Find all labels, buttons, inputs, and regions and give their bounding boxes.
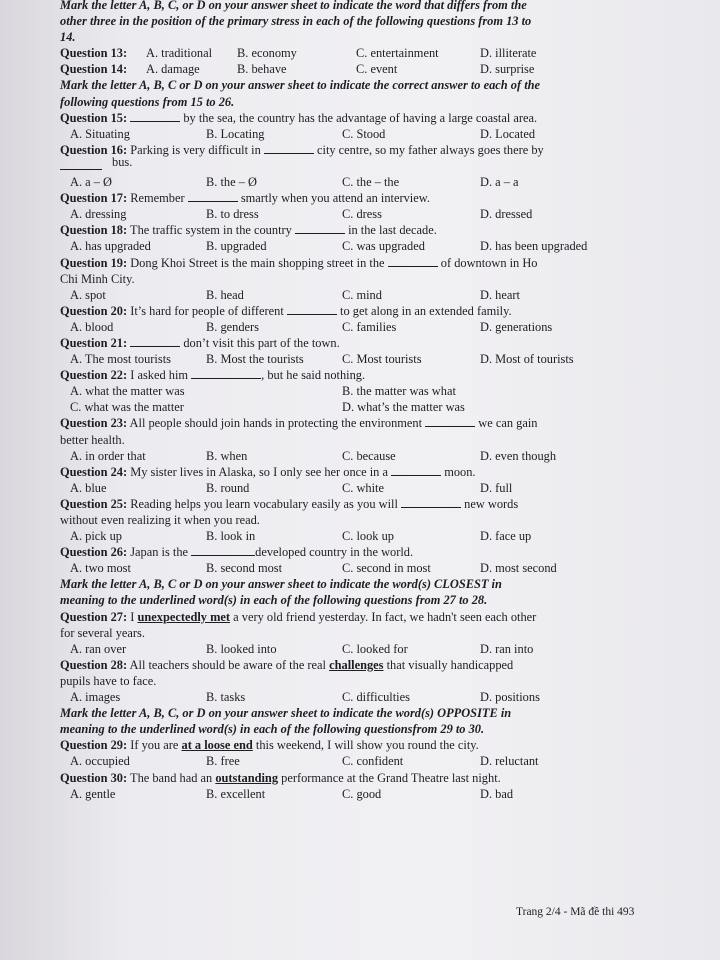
instruction-correct-line1: Mark the letter A, B, C or D on your answer sheet to indicate the correct answer to each of the (60, 78, 541, 93)
question-stem-pre: Parking is very difficult in (130, 142, 261, 157)
option-c: C. was upgraded (342, 239, 425, 254)
option-a: A. occupied (70, 754, 130, 769)
question-stem-post: we can gain (478, 416, 538, 431)
question-16-stem (60, 142, 660, 158)
question-22-options-ab (60, 383, 660, 399)
question-label: Question 15: (60, 110, 128, 125)
option-a: A. traditional (146, 46, 213, 61)
option-a: A. in order that (70, 448, 146, 463)
option-c: C. second in most (342, 561, 431, 576)
answer-blank (130, 110, 180, 122)
option-b: B. to dress (206, 207, 259, 222)
question-stem-post: that visually handicapped (386, 657, 514, 672)
instruction-opposite-line2: meaning to the underlined word(s) in each of the following questionsfrom 29 to 30. (60, 722, 485, 737)
option-d: D. dressed (480, 207, 533, 222)
question-28-options (60, 689, 660, 705)
answer-blank (391, 464, 441, 476)
question-21-options (60, 351, 660, 367)
option-a: A. damage (146, 62, 200, 77)
question-label: Question 14: (60, 62, 128, 77)
option-d: D. a – a (480, 175, 519, 190)
option-c: C. looked for (342, 641, 408, 656)
option-a: A. blood (70, 319, 114, 334)
question-19-options (60, 287, 660, 303)
question-label: Question 28: (60, 657, 128, 672)
option-d: D. positions (480, 690, 540, 705)
question-label: Question 21: (60, 335, 128, 350)
answer-blank (264, 142, 314, 154)
option-c: C. mind (342, 287, 382, 302)
question-28-stem (60, 657, 660, 673)
option-b: B. round (206, 480, 250, 495)
option-d: D. heart (480, 287, 520, 302)
option-c: C. because (342, 448, 396, 463)
question-19-stem (60, 255, 660, 271)
option-c: C. what was the matter (70, 400, 184, 415)
option-d: D. has been upgraded (480, 239, 588, 254)
question-label: Question 30: (60, 770, 128, 785)
question-stem-pre: Dong Khoi Street is the main shopping street in the (130, 255, 385, 270)
option-c: C. good (342, 786, 382, 801)
question-stem-post: , but he said nothing. (261, 368, 366, 383)
question-stem-pre: My sister lives in Alaska, so I only see her once in a (130, 464, 388, 479)
option-a: A. Situating (70, 126, 130, 141)
option-c: C. white (342, 480, 384, 495)
question-label: Question 23: (60, 416, 128, 431)
question-24-options (60, 480, 660, 496)
question-label: Question 29: (60, 738, 128, 753)
question-22-options-cd (60, 399, 660, 415)
option-b: B. free (206, 754, 240, 769)
question-15-options (60, 126, 660, 142)
question-22-stem (60, 367, 660, 383)
question-26-options (60, 560, 660, 576)
question-label: Question 19: (60, 255, 128, 270)
question-stem-post: this weekend, I will show you round the city. (255, 738, 479, 753)
question-17-options (60, 206, 660, 222)
option-a: A. what the matter was (70, 384, 185, 399)
question-label: Question 17: (60, 191, 128, 206)
option-d: D. illiterate (480, 46, 537, 61)
underlined-phrase: outstanding (215, 770, 279, 785)
question-stem: by the sea, the country has the advantage of having a large coastal area. (183, 110, 538, 125)
question-stem-post: moon. (444, 464, 476, 479)
question-label: Question 13: (60, 46, 128, 61)
question-20-stem (60, 303, 660, 319)
question-29-options (60, 753, 660, 769)
option-b: B. excellent (206, 786, 266, 801)
instruction-stress-line1: Mark the letter A, B, C, or D on your answer sheet to indicate the word that differs from the (60, 0, 527, 12)
question-27-stem (60, 609, 660, 625)
question-28-stem-end: pupils have to face. (60, 673, 157, 688)
question-20-options (60, 319, 660, 335)
option-d: D. even though (480, 448, 557, 463)
answer-blank (287, 303, 337, 315)
option-b: B. second most (206, 561, 283, 576)
option-d: D. full (480, 480, 513, 495)
question-label: Question 20: (60, 303, 128, 318)
question-23-stem-end: better health. (60, 432, 125, 447)
question-16-stem-end (60, 154, 660, 174)
option-b: B. when (206, 448, 248, 463)
question-16-options (60, 174, 660, 190)
question-label: Question 27: (60, 609, 128, 624)
question-stem-pre: I (130, 609, 135, 624)
question-30-options (60, 786, 660, 802)
instruction-opposite-line1: Mark the letter A, B, C, or D on your answer sheet to indicate the word(s) OPPOSITE in (60, 706, 512, 721)
answer-blank (188, 190, 238, 202)
question-19-stem-end: Chi Minh City. (60, 271, 135, 286)
option-d: D. reluctant (480, 754, 539, 769)
question-27-stem-end: for several years. (60, 625, 145, 640)
option-c: C. families (342, 319, 397, 334)
option-b: B. look in (206, 529, 256, 544)
option-c: C. look up (342, 529, 394, 544)
question-17-stem (60, 190, 660, 206)
question-stem-pre: If you are (130, 738, 179, 753)
question-25-options (60, 528, 660, 544)
question-stem-post: performance at the Grand Theatre last night. (281, 770, 501, 785)
question-stem-end: bus. (112, 154, 133, 169)
option-c: C. confident (342, 754, 404, 769)
option-d: D. Located (480, 126, 536, 141)
exam-content (60, 0, 660, 802)
question-13 (60, 45, 660, 61)
option-b: B. Most the tourists (206, 352, 304, 367)
option-a: A. gentle (70, 786, 116, 801)
instruction-closest-line2: meaning to the underlined word(s) in each of the following questions from 27 to 28. (60, 593, 488, 608)
option-a: A. ran over (70, 641, 127, 656)
question-stem-post: city centre, so my father always goes there by (317, 142, 544, 157)
question-25-stem (60, 496, 660, 512)
question-stem-pre: The band had an (130, 770, 213, 785)
option-c: C. Stood (342, 126, 386, 141)
option-b: B. the matter was what (342, 384, 456, 399)
option-c: C. dress (342, 207, 382, 222)
answer-blank (401, 496, 461, 508)
question-label: Question 26: (60, 545, 128, 560)
option-a: A. pick up (70, 529, 122, 544)
option-b: B. the – Ø (206, 175, 257, 190)
option-d: D. surprise (480, 62, 535, 77)
answer-blank (191, 544, 255, 556)
question-18-options (60, 238, 660, 254)
option-c: C. Most tourists (342, 352, 422, 367)
question-26-stem (60, 544, 660, 560)
option-a: A. images (70, 690, 121, 705)
underlined-phrase: unexpectedly met (137, 609, 231, 624)
answer-blank (130, 335, 180, 347)
answer-blank (388, 255, 438, 267)
option-d: D. bad (480, 786, 514, 801)
question-stem-post: smartly when you attend an interview. (240, 191, 430, 206)
answer-blank (295, 222, 345, 234)
option-b: B. upgraded (206, 239, 267, 254)
question-23-stem (60, 415, 660, 431)
question-label: Question 24: (60, 464, 128, 479)
question-label: Question 25: (60, 496, 128, 511)
question-stem-post: in the last decade. (348, 223, 437, 238)
option-a: A. two most (70, 561, 131, 576)
question-stem-pre: Remember (130, 191, 185, 206)
question-stem-post: don’t visit this part of the town. (183, 335, 340, 350)
option-d: D. generations (480, 319, 553, 334)
question-label: Question 22: (60, 368, 128, 383)
instruction-stress-line2: other three in the position of the primary stress in each of the following questions from 13 to (60, 14, 532, 29)
option-d: D. Most of tourists (480, 352, 574, 367)
answer-blank (60, 158, 102, 170)
option-c: C. event (356, 62, 398, 77)
option-c: C. difficulties (342, 690, 410, 705)
question-stem-pre: Reading helps you learn vocabulary easily as you will (130, 496, 398, 511)
instruction-correct-line2: following questions from 15 to 26. (60, 94, 235, 109)
question-stem-pre: All people should join hands in protecting the environment (129, 416, 423, 431)
question-stem-post: a very old friend yesterday. In fact, we hadn't seen each other (233, 609, 537, 624)
underlined-phrase: challenges (329, 657, 384, 672)
question-stem-pre: The traffic system in the country (130, 223, 292, 238)
page-footer: Trang 2/4 - Mã đề thi 493 (516, 906, 635, 918)
option-a: A. spot (70, 287, 106, 302)
option-b: B. genders (206, 319, 259, 334)
question-stem-post: to get along in an extended family. (340, 303, 512, 318)
question-24-stem (60, 464, 660, 480)
option-d: D. face up (480, 529, 532, 544)
question-label: Question 16: (60, 142, 128, 157)
option-b: B. looked into (206, 641, 277, 656)
option-a: A. a – Ø (70, 175, 112, 190)
option-a: A. The most tourists (70, 352, 171, 367)
option-c: C. entertainment (356, 46, 439, 61)
answer-blank (191, 367, 261, 379)
question-25-stem-end: without even realizing it when you read. (60, 513, 260, 527)
option-d: D. most second (480, 561, 557, 576)
option-b: B. economy (237, 46, 297, 61)
question-label: Question 18: (60, 223, 128, 238)
underlined-phrase: at a loose end (181, 738, 253, 753)
option-d: D. ran into (480, 641, 534, 656)
question-29-stem (60, 737, 660, 753)
option-c: C. the – the (342, 175, 400, 190)
question-14 (60, 61, 660, 77)
question-23-options (60, 448, 660, 464)
question-21-stem (60, 335, 660, 351)
question-stem-post: of downtown in Ho (440, 255, 538, 270)
question-stem-pre: I asked him (130, 368, 189, 383)
question-stem-pre: It’s hard for people of different (130, 303, 284, 318)
question-15-stem (60, 110, 660, 126)
option-a: A. blue (70, 480, 107, 495)
question-18-stem (60, 222, 660, 238)
option-b: B. behave (237, 62, 287, 77)
question-stem-post: developed country in the world. (255, 545, 414, 560)
option-b: B. head (206, 287, 244, 302)
question-30-stem (60, 770, 660, 786)
option-d: D. what’s the matter was (342, 400, 465, 415)
instruction-closest-line1: Mark the letter A, B, C or D on your answer sheet to indicate the word(s) CLOSEST in (60, 577, 502, 592)
question-27-options (60, 641, 660, 657)
instruction-stress-line3: 14. (60, 30, 76, 45)
option-b: B. Locating (206, 126, 265, 141)
option-b: B. tasks (206, 690, 246, 705)
option-a: A. dressing (70, 207, 127, 222)
question-stem-post: new words (464, 496, 519, 511)
answer-blank (425, 415, 475, 427)
question-stem-pre: Japan is the (130, 545, 189, 560)
question-stem-pre: All teachers should be aware of the real (129, 657, 326, 672)
option-a: A. has upgraded (70, 239, 151, 254)
